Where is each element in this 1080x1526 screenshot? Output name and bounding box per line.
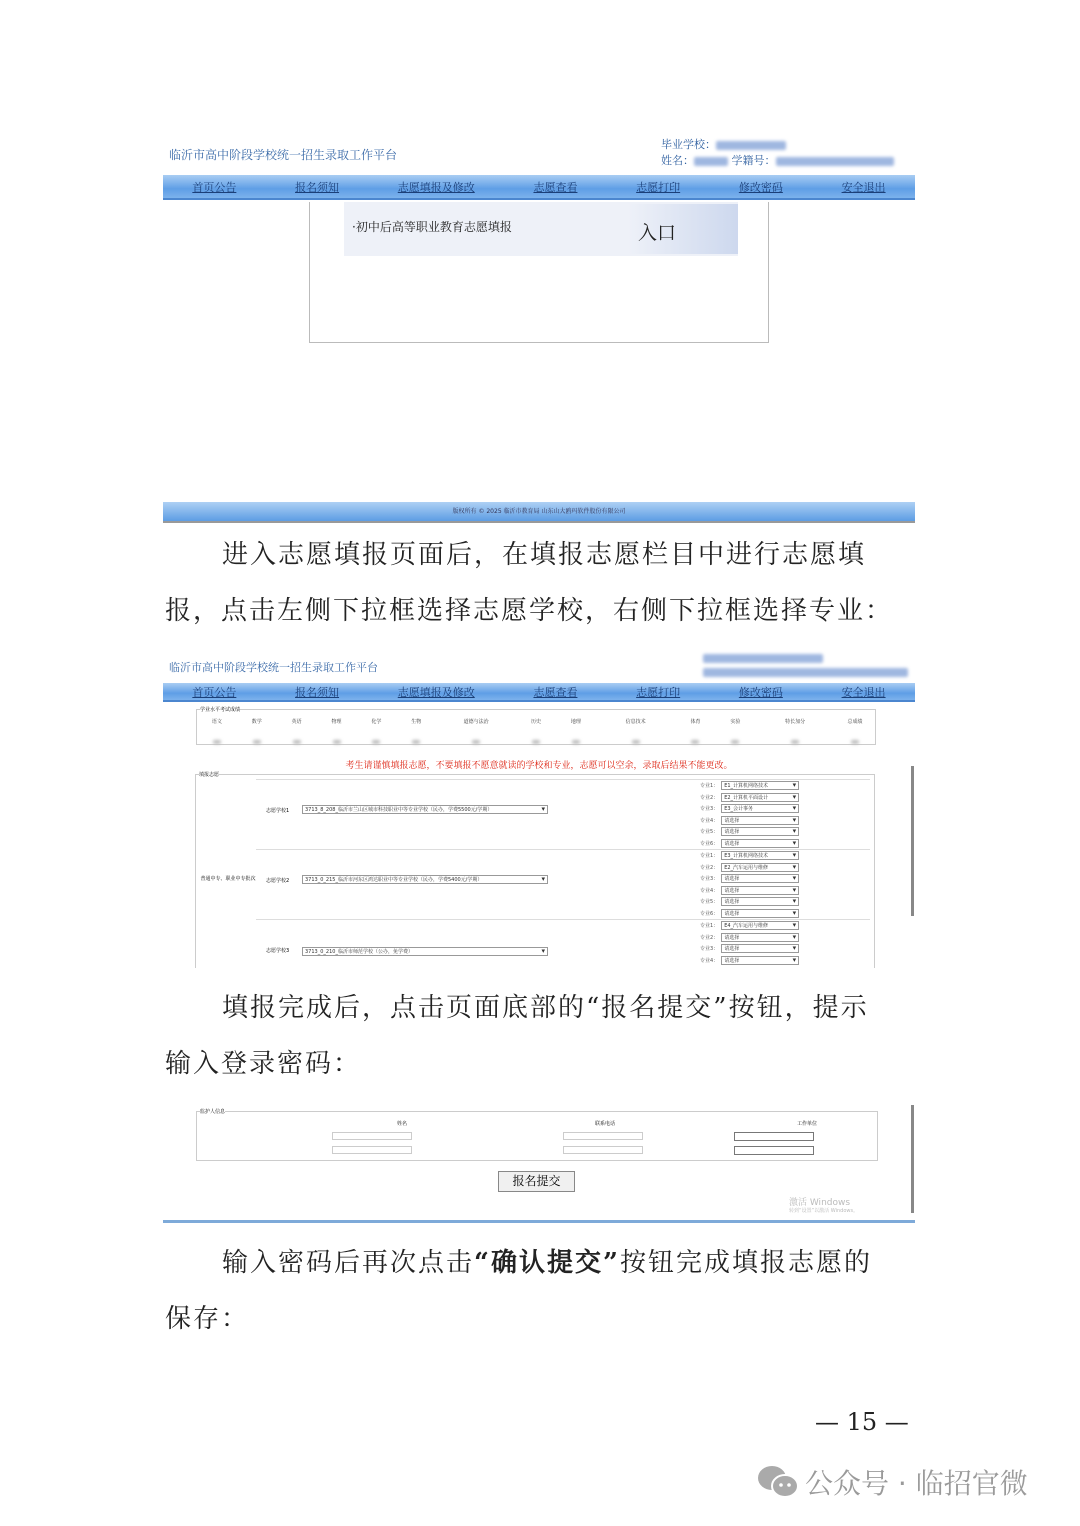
major-select[interactable]: 请选择 ▾ (721, 839, 799, 848)
wish-row: 志愿学校1 3713_8_208_临沂市兰山区城市科技职业中等专业学校（民办，学费5500元/学期） ▾ 专业1： E1_计算机网络技术 ▾ 专业2： E2_计算机平面设计 ▾ 专业3： E3_会计事务 ▾ 专业4： 请选择 ▾ 专业5： 请选择 ▾ 专业6： 请选择 ▾ (256, 779, 870, 849)
entry-item-label: ·初中后高等职业教育志愿填报 (352, 220, 512, 234)
major-row: 专业5： 请选择 ▾ (700, 896, 799, 908)
score-value (357, 731, 397, 750)
score-value (556, 731, 596, 750)
paragraph-2: 填报完成后，点击页面底部的“报名提交”按钮，提示 输入登录密码： (165, 993, 869, 1079)
major-select[interactable]: 请选择 ▾ (721, 827, 799, 836)
major-select[interactable]: E1_计算机网络技术 ▾ (721, 781, 799, 790)
major-row: 专业5： 请选择 ▾ (700, 826, 799, 838)
major-select[interactable]: E2_计算机平面设计 ▾ (721, 793, 799, 802)
nav-print[interactable]: 志愿打印 (636, 180, 681, 194)
nav-home[interactable]: 首页公告 (192, 685, 237, 699)
major-row: 专业1： E3_计算机网络技术 ▾ (700, 850, 799, 862)
school-select[interactable]: 3713_0_210_临沂市师范学校（公办，免学费） ▾ (302, 947, 548, 956)
guardian-phone-input[interactable] (563, 1132, 643, 1140)
major-select[interactable]: 请选择 ▾ (721, 816, 799, 825)
score-value (317, 731, 357, 750)
major-select[interactable]: 请选择 ▾ (721, 956, 799, 965)
score-header: 历史 (530, 719, 541, 725)
scores-table: 学业水平考试成绩 语文 数学 英语 物理 化学 生物 道德与法治 历史 地理 信息技术 体育 实验 特长加分 总成绩 (196, 709, 876, 745)
guardian-name-input[interactable] (332, 1146, 412, 1154)
score-value (436, 731, 516, 750)
score-header: 特长加分 (785, 719, 806, 725)
nav-fill[interactable]: 志愿填报及修改 (397, 685, 475, 699)
nav-notice[interactable]: 报名须知 (295, 180, 340, 194)
nav-logout[interactable]: 安全退出 (841, 685, 886, 699)
paragraph-3: 输入密码后再次点击“确认提交”按钮完成填报志愿的 保存： (165, 1248, 872, 1334)
score-value (197, 731, 237, 750)
score-header: 物理 (331, 719, 342, 725)
score-header: 信息技术 (625, 719, 646, 725)
guardian-phone-input[interactable] (563, 1146, 643, 1154)
wish-row: 志愿学校2 3713_0_215_临沂市河东区鸿达职业中等专业学校（民办，学费5400元/学期） ▾ 专业1： E3_计算机网络技术 ▾ 专业2： E2_汽车运用与维修 ▾ 专业3： 请选择 ▾ 专业4： 请选择 ▾ 专业5： 请选择 ▾ 专业6： 请选择 ▾ (256, 849, 870, 919)
score-header: 化学 (371, 719, 382, 725)
major-row: 专业2： E2_汽车运用与维修 ▾ (700, 862, 799, 874)
main-nav (163, 175, 915, 200)
major-select[interactable]: 请选择 ▾ (721, 909, 799, 918)
footer-copyright: 版权所有 © 2025 临沂市教育局 山东山大鸥玛软件股份有限公司 (163, 502, 915, 521)
major-row: 专业4： 请选择 ▾ (700, 955, 799, 967)
watermark: 公众号 · 临招官微 (757, 1462, 1028, 1502)
nav-view[interactable]: 志愿查看 (533, 685, 578, 699)
score-header: 实验 (730, 719, 741, 725)
major-row: 专业2： 请选择 ▾ (700, 932, 799, 944)
school-select[interactable]: 3713_8_208_临沂市兰山区城市科技职业中等专业学校（民办，学费5500元/学期） ▾ (302, 805, 548, 814)
score-value (755, 731, 835, 750)
score-header: 体育 (690, 719, 701, 725)
guardian-work-input[interactable] (734, 1132, 814, 1141)
score-header: 语文 (211, 719, 222, 725)
wish-row: 志愿学校3 3713_0_210_临沂市师范学校（公办，免学费） ▾ 专业1： E4_汽车运用与维修 ▾ 专业2： 请选择 ▾ 专业3： 请选择 ▾ 专业4： 请选择 ▾ (256, 919, 870, 968)
score-value (277, 731, 317, 750)
scrollbar[interactable] (911, 1105, 914, 1213)
score-header: 地理 (570, 719, 581, 725)
major-row: 专业3： 请选择 ▾ (700, 873, 799, 885)
paragraph-1: 进入志愿填报页面后，在填报志愿栏目中进行志愿填 报，点击左侧下拉框选择志愿学校，右侧下拉框选择专业： (165, 540, 894, 626)
screenshot-entry-page (163, 133, 915, 523)
score-value (715, 731, 755, 750)
windows-activation: 激活 Windows (789, 1198, 851, 1208)
major-row: 专业4： 请选择 ▾ (700, 815, 799, 827)
user-info: 毕业学校： 姓名： 学籍号： (661, 137, 894, 169)
score-header: 生物 (411, 719, 422, 725)
major-select[interactable]: 请选择 ▾ (721, 886, 799, 895)
wish-table: 填报志愿 普通中专、职业中专批次 志愿学校1 3713_8_208_临沂市兰山区城市科技职业中等专业学校（民办，学费5500元/学期） ▾ 专业1： E1_计算机网络技术 ▾ 专业2： E2_计算机平面设计 ▾ 专业3： E3_会计事务 ▾ 专业4： 请选择 ▾ 专业5： 请选择 ▾ 专业6： 请选择 ▾ 志愿学校2 3713_0_215_临沂市河东区鸿达职业中等专业学校（民办，学费5400元/学期） ▾ 专业1： E3_计算机网络技术 ▾ 专业2： E2_汽车运用与维修 ▾ 专业3： 请选择 ▾ 专业4： 请选择 ▾ 专业5： 请选择 ▾ 专业6： 请选择 ▾ 志愿学校3 3713_0_210_临沂市师范学校（公办，免学费） ▾ 专业1： E4_汽车运用与维修 ▾ 专业2： 请选择 ▾ 专业3： 请选择 ▾ 专业4： 请选择 ▾ (195, 774, 875, 968)
score-value (396, 731, 436, 750)
submit-button[interactable]: 报名提交 (498, 1171, 575, 1192)
major-select[interactable]: 请选择 ▾ (721, 944, 799, 953)
main-nav (163, 683, 915, 702)
nav-home[interactable]: 首页公告 (192, 180, 237, 194)
major-row: 专业3： E3_会计事务 ▾ (700, 803, 799, 815)
major-row: 专业4： 请选择 ▾ (700, 885, 799, 897)
major-row: 专业2： E2_计算机平面设计 ▾ (700, 792, 799, 804)
entry-row (344, 202, 738, 256)
score-value (516, 731, 556, 750)
guardian-table: 监护人信息 姓名 联系电话 工作单位 (196, 1111, 878, 1161)
nav-password[interactable]: 修改密码 (738, 685, 783, 699)
nav-fill[interactable]: 志愿填报及修改 (397, 180, 475, 194)
major-row: 专业1： E4_汽车运用与维修 ▾ (700, 920, 799, 932)
scrollbar[interactable] (911, 766, 914, 916)
nav-view[interactable]: 志愿查看 (533, 180, 578, 194)
major-select[interactable]: E3_计算机网络技术 ▾ (721, 851, 799, 860)
screenshot-submit-page: 监护人信息 姓名 联系电话 工作单位 报名提交 激活 Windows 转到“设置”以激活 Windows。 (163, 1103, 915, 1223)
major-select[interactable]: 请选择 ▾ (721, 897, 799, 906)
major-row: 专业1： E1_计算机网络技术 ▾ (700, 780, 799, 792)
major-select[interactable]: E3_会计事务 ▾ (721, 804, 799, 813)
entry-button[interactable]: 入口 (628, 204, 738, 254)
wechat-icon (757, 1464, 799, 1500)
major-row: 专业6： 请选择 ▾ (700, 838, 799, 850)
major-row: 专业6： 请选择 ▾ (700, 908, 799, 920)
entry-panel (309, 202, 769, 343)
score-header: 英语 (291, 719, 302, 725)
screenshot-fill-page: 临沂市高中阶段学校统一招生录取工作平台 首页公告 报名须知 志愿填报及修改 志愿查看 志愿打印 修改密码 安全退出 学业水平考试成绩 语文 数学 英语 物理 化学 生物 道德与法治 历史 地理 信息技术 体育 实验 特长加分 总成绩 考生请谨慎填报志愿，不要填报不愿意就读的学校和专业，志愿可以空余，录取后结果不能更改。 填报志愿 普通中专、职业中专批次 志愿学校1 3713_8_208_临沂市兰山区城市科技职业中等专业学校（民办，学费5500元/学期） ▾ 专业1： E1_计算机网络技术 ▾ 专业2： E2_计算机平面设计 ▾ 专业3： E3_会计事务 ▾ 专业4： 请选择 ▾ 专业5： 请选择 ▾ 专业6： 请选择 ▾ 志愿学校2 3713_0_215_临沂市河东区鸿达职业中等专业学校（民办，学费5400元/学期） ▾ 专业1： E3_计算机网络技术 ▾ 专业2： E2_汽车运用与维修 ▾ 专业3： 请选择 ▾ 专业4： 请选择 ▾ 专业5： 请选择 ▾ 专业6： 请选择 ▾ 志愿学校3 3713_0_210_临沂市师范学校（公办，免学费） ▾ 专业1： E4_汽车运用与维修 ▾ 专业2： 请选择 ▾ 专业3： 请选择 ▾ 专业4： 请选择 ▾ (163, 650, 915, 968)
major-select[interactable]: 请选择 ▾ (721, 933, 799, 942)
major-select[interactable]: 请选择 ▾ (721, 874, 799, 883)
nav-password[interactable]: 修改密码 (738, 180, 783, 194)
platform-title: 临沂市高中阶段学校统一招生录取工作平台 (169, 148, 398, 162)
score-header: 数学 (251, 719, 262, 725)
score-value (596, 731, 676, 750)
score-header: 总成绩 (847, 719, 863, 725)
guardian-name-input[interactable] (332, 1132, 412, 1140)
score-value (835, 731, 875, 750)
score-header: 道德与法治 (463, 719, 489, 725)
score-value (676, 731, 716, 750)
school-select[interactable]: 3713_0_215_临沂市河东区鸿达职业中等专业学校（民办，学费5400元/学期） ▾ (302, 875, 548, 884)
warning-text: 考生请谨慎填报志愿，不要填报不愿意就读的学校和专业，志愿可以空余，录取后结果不能更改。 (345, 761, 733, 771)
nav-logout[interactable]: 安全退出 (841, 180, 886, 194)
major-select[interactable]: E4_汽车运用与维修 ▾ (721, 921, 799, 930)
guardian-work-input[interactable] (734, 1146, 814, 1155)
major-select[interactable]: E2_汽车运用与维修 ▾ (721, 863, 799, 872)
score-value (237, 731, 277, 750)
nav-print[interactable]: 志愿打印 (636, 685, 681, 699)
nav-notice[interactable]: 报名须知 (295, 685, 340, 699)
major-row: 专业3： 请选择 ▾ (700, 943, 799, 955)
page-number: — 15 — (815, 1408, 909, 1436)
